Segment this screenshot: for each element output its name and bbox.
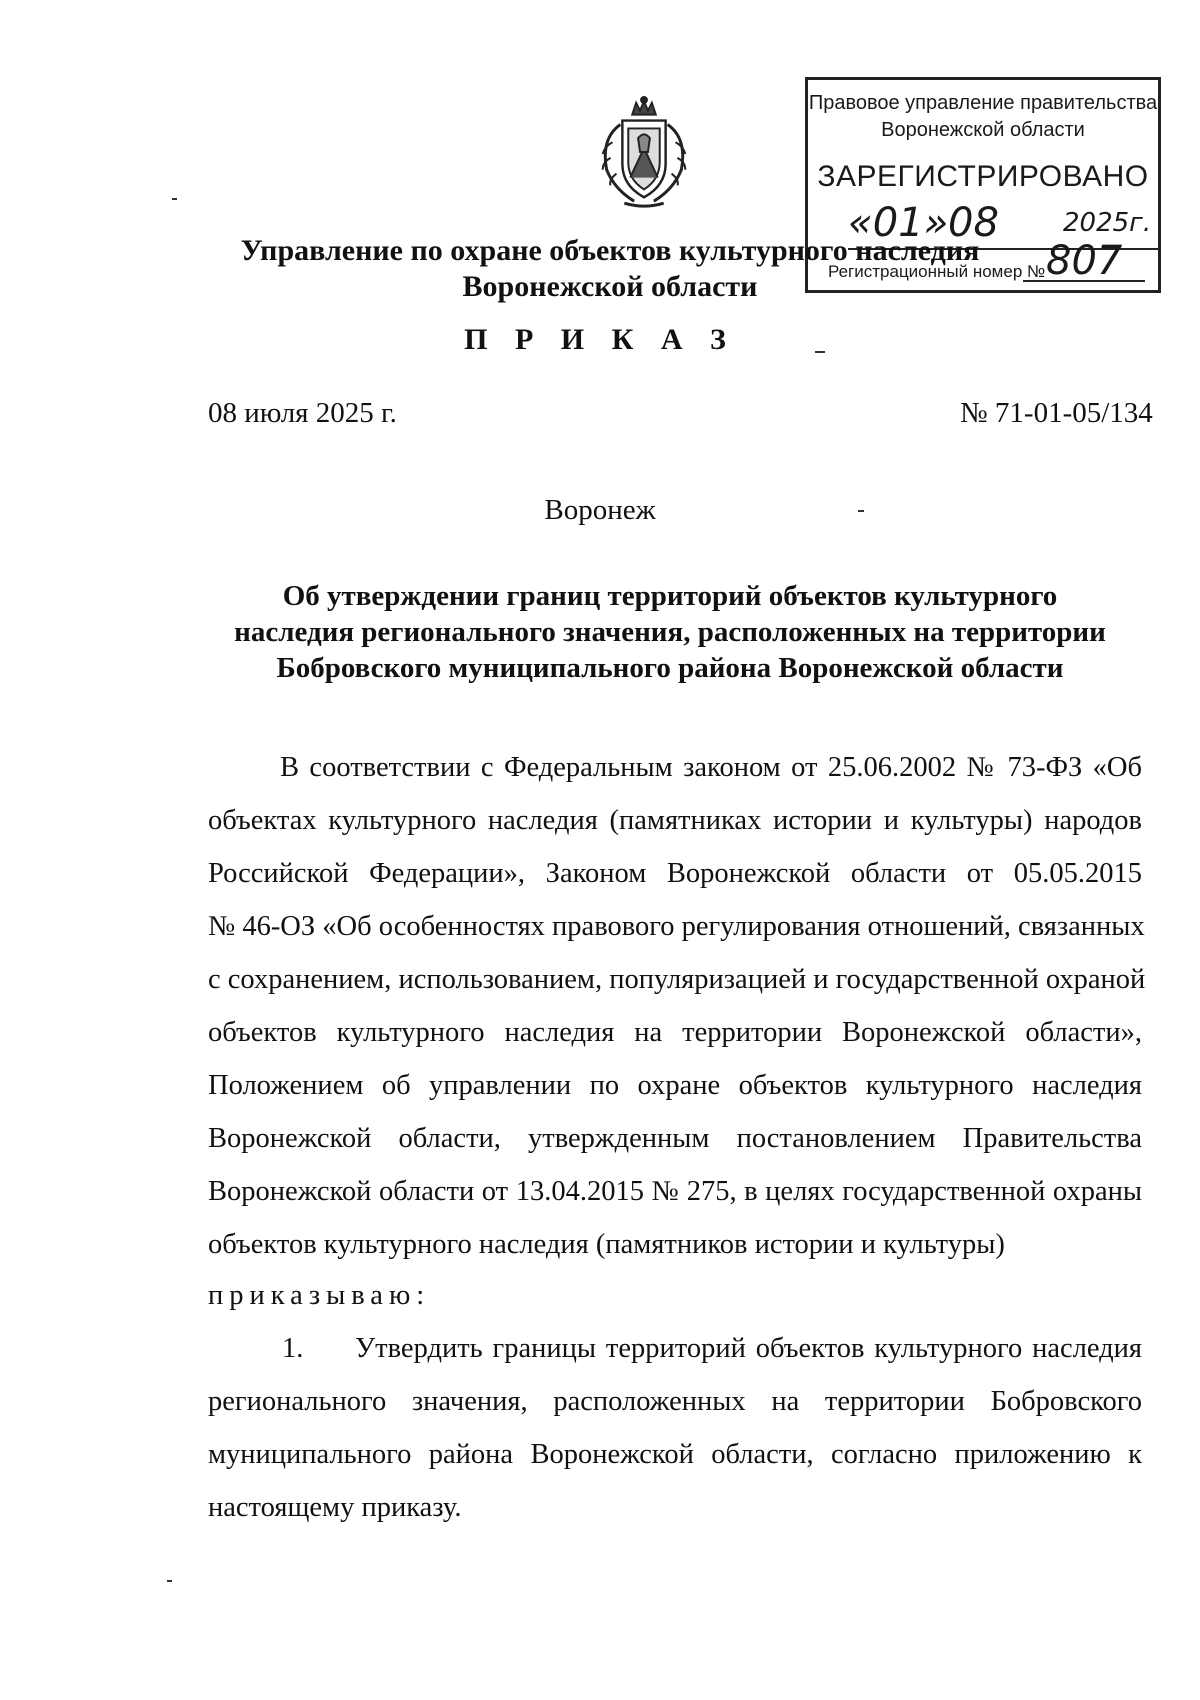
preamble-line: объектах культурного наследия (памятниках истории и культуры) народов bbox=[208, 805, 1142, 836]
preamble-line: Воронежской области, утвержденным постановлением Правительства bbox=[208, 1123, 1142, 1154]
stamp-regnum-underline bbox=[1023, 280, 1145, 282]
item-line: настоящему приказу. bbox=[208, 1492, 462, 1523]
document-city: Воронеж bbox=[544, 494, 656, 526]
title-line: наследия регионального значения, расположенных на территории bbox=[234, 616, 1106, 648]
preamble-line: № 46-ОЗ «Об особенностях правового регулирования отношений, связанных bbox=[208, 911, 1145, 942]
organization-name-line2: Воронежской области bbox=[462, 270, 758, 303]
item-number: 1. bbox=[282, 1333, 304, 1364]
stamp-day: «01» bbox=[848, 200, 949, 246]
stamp-organization bbox=[808, 90, 1158, 144]
item-line: Утвердить границы территорий объектов культурного наследия bbox=[355, 1333, 1142, 1364]
preamble-line: объектов культурного наследия на территории Воронежской области», bbox=[208, 1017, 1142, 1048]
document-type: П Р И К А З bbox=[464, 323, 736, 356]
document-date: 08 июля 2025 г. bbox=[208, 397, 397, 429]
organization-name-line1: Управление по охране объектов культурного наследия bbox=[240, 234, 980, 267]
stamp-regnum-label: Регистрационный номер № bbox=[828, 262, 1046, 281]
preamble-line: В соответствии с Федеральным законом от 25.06.2002 № 73-ФЗ «Об bbox=[280, 752, 1142, 783]
preamble-line: Положением об управлении по охране объектов культурного наследия bbox=[208, 1070, 1142, 1101]
decree-word: приказываю: bbox=[208, 1280, 431, 1311]
scan-speck bbox=[167, 1580, 172, 1582]
title-line: Об утверждении границ территорий объектов культурного bbox=[282, 580, 1058, 612]
preamble-line: с сохранением, использованием, популяризацией и государственной охраной bbox=[208, 964, 1146, 995]
title-line: Бобровского муниципального района Воронежской области bbox=[276, 652, 1064, 684]
item-line: муниципального района Воронежской области, согласно приложению к bbox=[208, 1439, 1142, 1470]
preamble-line: Воронежской области от 13.04.2015 № 275, в целях государственной охраны bbox=[208, 1176, 1142, 1207]
stamp-regnum-value: 807 bbox=[1046, 238, 1123, 284]
document-number: № 71-01-05/134 bbox=[960, 397, 1153, 429]
coat-of-arms-icon bbox=[585, 95, 703, 213]
preamble-line: Российской Федерации», Законом Воронежской области от 05.05.2015 bbox=[208, 858, 1142, 889]
scan-speck bbox=[858, 510, 864, 512]
preamble-line: объектов культурного наследия (памятников истории и культуры) bbox=[208, 1229, 1005, 1260]
stamp-org-line1: Правовое управление правительства bbox=[808, 92, 1158, 114]
stamp-year: 2025г. bbox=[1063, 208, 1152, 238]
stamp-month: 08 bbox=[948, 200, 999, 246]
stamp-org-line2: Воронежской области bbox=[881, 119, 1085, 141]
item-line: регионального значения, расположенных на территории Бобровского bbox=[208, 1386, 1142, 1417]
stamp-registered-label: ЗАРЕГИСТРИРОВАНО bbox=[817, 160, 1149, 193]
scan-speck bbox=[172, 198, 177, 200]
document-title bbox=[230, 578, 1110, 686]
scan-speck bbox=[815, 351, 825, 353]
